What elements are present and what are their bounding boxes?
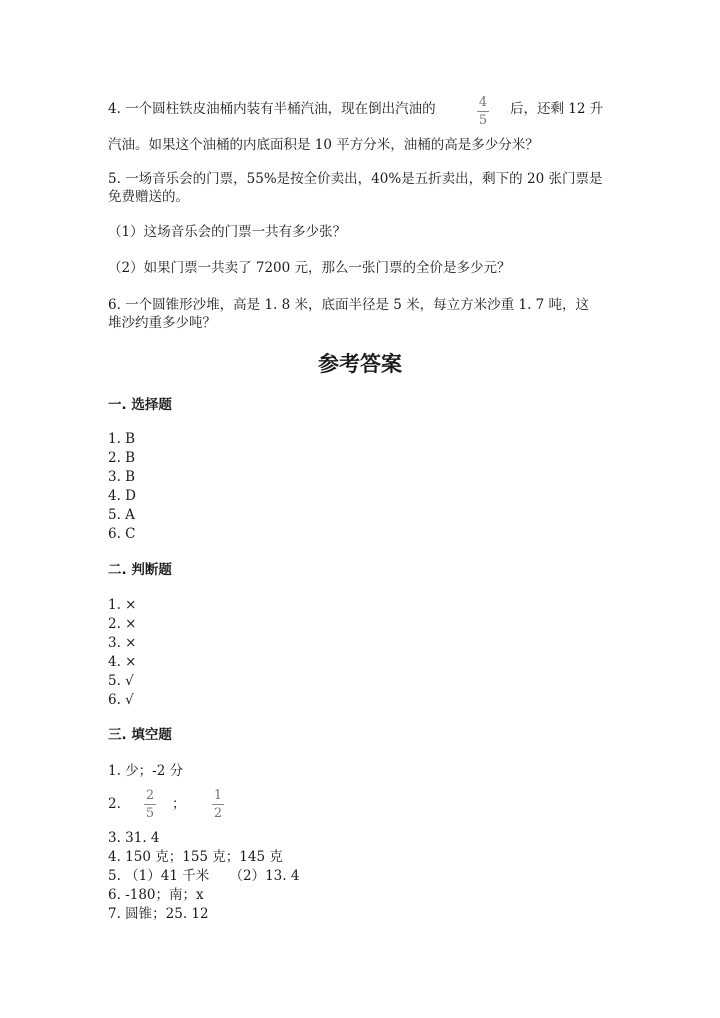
s3-answer-2-label: 2. bbox=[108, 796, 121, 812]
fraction-denominator: 2 bbox=[213, 806, 223, 821]
s2-answer: 2. × bbox=[108, 616, 137, 632]
q4-line1-after: 后，还剩 12 升 bbox=[510, 101, 604, 117]
s1-answer: 2. B bbox=[108, 450, 136, 466]
answers-title: 参考答案 bbox=[318, 352, 402, 376]
s3-answer: 4. 150 克；155 克；145 克 bbox=[108, 849, 283, 865]
q5-line1: 5. 一场音乐会的门票，55%是按全价卖出，40%是五折卖出，剩下的 20 张门票是 bbox=[108, 171, 603, 187]
fraction-bar bbox=[212, 804, 224, 805]
fraction-bar bbox=[144, 804, 156, 805]
s3-answer: 3. 31. 4 bbox=[108, 830, 160, 846]
section3-heading: 三. 填空题 bbox=[108, 727, 172, 743]
s3-answer-2-fraction1 bbox=[144, 788, 156, 821]
fraction-bar bbox=[477, 111, 489, 112]
s1-answer: 4. D bbox=[108, 488, 136, 504]
q4-line2: 汽油。如果这个油桶的内底面积是 10 平方分米，油桶的高是多少分米？ bbox=[108, 137, 539, 153]
s2-answer: 4. × bbox=[108, 654, 137, 670]
s2-answer: 1. × bbox=[108, 597, 137, 613]
s3-answer: 1. 少；-2 分 bbox=[108, 763, 184, 779]
s3-answer: 5. （1）41 千米 （2）13. 4 bbox=[108, 868, 300, 884]
q4-fraction-numerator: 4 bbox=[478, 95, 488, 110]
s3-answer-2-fraction2 bbox=[212, 788, 224, 821]
s3-answer: 6. -180；南；x bbox=[108, 887, 204, 903]
q5-sub1: （1）这场音乐会的门票一共有多少张？ bbox=[108, 224, 347, 240]
s2-answer: 5. √ bbox=[108, 673, 134, 689]
q6-line1: 6. 一个圆锥形沙堆，高是 1. 8 米，底面半径是 5 米，每立方米沙重 1. 7 吨，这 bbox=[108, 297, 590, 313]
fraction-denominator: 5 bbox=[145, 806, 155, 821]
s2-answer: 3. × bbox=[108, 635, 137, 651]
s1-answer: 1. B bbox=[108, 431, 136, 447]
fraction-numerator: 2 bbox=[145, 788, 155, 803]
s3-answer: 7. 圆锥；25. 12 bbox=[108, 906, 209, 922]
q5-sub2: （2）如果门票一共卖了 7200 元，那么一张门票的全价是多少元？ bbox=[108, 260, 511, 276]
fraction-numerator: 1 bbox=[213, 788, 223, 803]
s1-answer: 5. A bbox=[108, 507, 135, 523]
section1-heading: 一. 选择题 bbox=[108, 397, 172, 413]
q6-line2: 堆沙约重多少吨？ bbox=[108, 315, 216, 331]
q4-fraction-denominator: 5 bbox=[478, 113, 488, 128]
q4-line1-before: 4. 一个圆柱铁皮油桶内装有半桶汽油，现在倒出汽油的 bbox=[108, 101, 436, 117]
section2-heading: 二. 判断题 bbox=[108, 562, 172, 578]
s1-answer: 6. C bbox=[108, 526, 136, 542]
s2-answer: 6. √ bbox=[108, 692, 134, 708]
q5-line2: 免费赠送的。 bbox=[108, 189, 189, 205]
s1-answer: 3. B bbox=[108, 469, 136, 485]
q4-fraction bbox=[477, 95, 489, 128]
s3-answer-2-separator: ； bbox=[172, 796, 186, 812]
